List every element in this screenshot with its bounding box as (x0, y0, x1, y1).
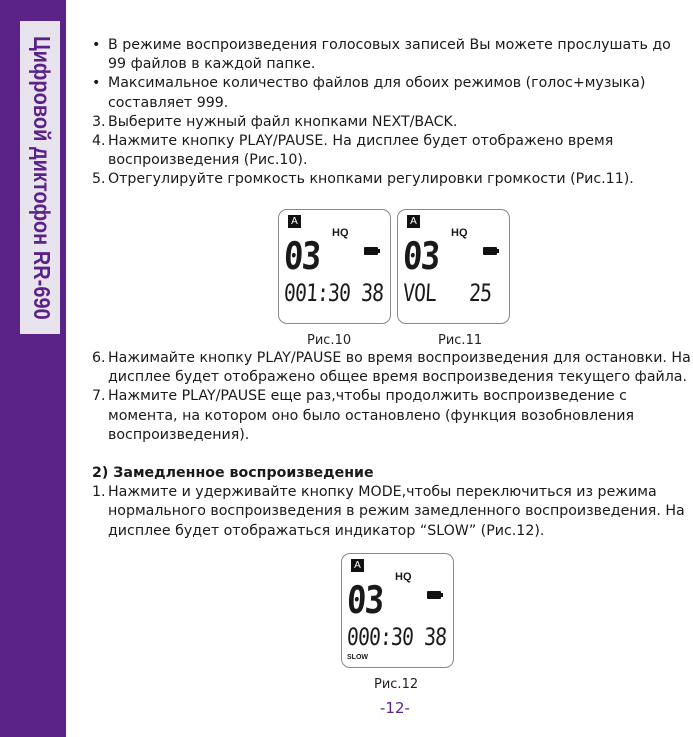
list-item (92, 74, 692, 112)
item-number: 5. (92, 171, 106, 188)
list-item (92, 132, 692, 170)
caption-fig-11: Рис.11 (438, 333, 483, 348)
list-item (92, 170, 692, 189)
figures-row-2 (341, 553, 454, 668)
track-number: 03 (345, 578, 384, 622)
battery-icon (364, 247, 378, 255)
section-1 (92, 36, 692, 190)
sidebar-title: Цифровой диктофон RR-690 (27, 35, 54, 320)
list-item (92, 349, 692, 387)
page-number: -12- (380, 699, 410, 717)
item-text: Нажмите PLAY/PAUSE еще раз,чтобы продолжить воспроизведение с момента, на котором оно было остановлено (функция возобновления воспроизведения). (108, 388, 635, 443)
item-text: Нажмите кнопку PLAY/PAUSE. На дисплее будет отображено время воспроизведения (Рис.10). (108, 133, 614, 169)
list-item (92, 483, 692, 541)
bullet: • (92, 37, 101, 53)
section-heading: 2) Замедленное воспроизведение (92, 465, 374, 482)
caption-fig-12: Рис.12 (374, 677, 419, 692)
folder-indicator: A (288, 215, 301, 228)
list-item (92, 387, 692, 445)
item-text: Максимальное количество файлов для обоих режимов (голос+музыка) составляет 999. (108, 75, 646, 111)
lcd-figure-11 (397, 209, 510, 324)
item-text: Нажимайте кнопку PLAY/PAUSE во время воспроизведения для остановки. На дисплее будет отображено общее время воспроизведения текущего файла. (108, 350, 691, 386)
item-text: В режиме воспроизведения голосовых записей Вы можете прослушать до 99 файлов в каждой папке. (108, 37, 671, 73)
bullet: • (92, 75, 101, 92)
item-number: 4. (92, 133, 106, 150)
track-number: 03 (401, 234, 440, 278)
quality-indicator: HQ (451, 227, 468, 239)
time-readout: 001:30 38 (283, 279, 385, 307)
slow-indicator: SLOW (347, 654, 368, 661)
item-text: Отрегулируйте громкость кнопками регулировки громкости (Рис.11). (108, 171, 634, 188)
track-number: 03 (282, 234, 321, 278)
item-number: 6. (92, 350, 106, 366)
sidebar-title-box (20, 21, 60, 334)
lcd-figure-12 (341, 553, 454, 668)
battery-icon (427, 591, 441, 599)
time-readout: 000:30 38 (346, 623, 448, 651)
volume-readout: VOL 25 (402, 279, 493, 307)
quality-indicator: HQ (395, 571, 412, 583)
section-2 (92, 349, 692, 541)
item-number: 1. (92, 484, 106, 501)
quality-indicator: HQ (332, 227, 349, 239)
item-text: Нажмите и удерживайте кнопку MODE,чтобы переключиться из режима нормального воспроизведения в режим замедленного воспроизведения. На дисплее будет отображаться индикатор “SLOW” (Рис.12). (108, 484, 685, 539)
item-text: Выберите нужный файл кнопками NEXT/BACK. (108, 113, 458, 130)
figures-row-1 (278, 209, 510, 324)
battery-icon (483, 247, 497, 255)
item-number: 3. (92, 113, 106, 130)
list-item (92, 113, 692, 132)
caption-fig-10: Рис.10 (307, 333, 352, 348)
sidebar (0, 0, 66, 737)
folder-indicator: A (407, 215, 420, 228)
item-number: 7. (92, 388, 106, 405)
list-item (92, 36, 692, 74)
lcd-figure-10 (278, 209, 391, 324)
folder-indicator: A (351, 559, 364, 572)
